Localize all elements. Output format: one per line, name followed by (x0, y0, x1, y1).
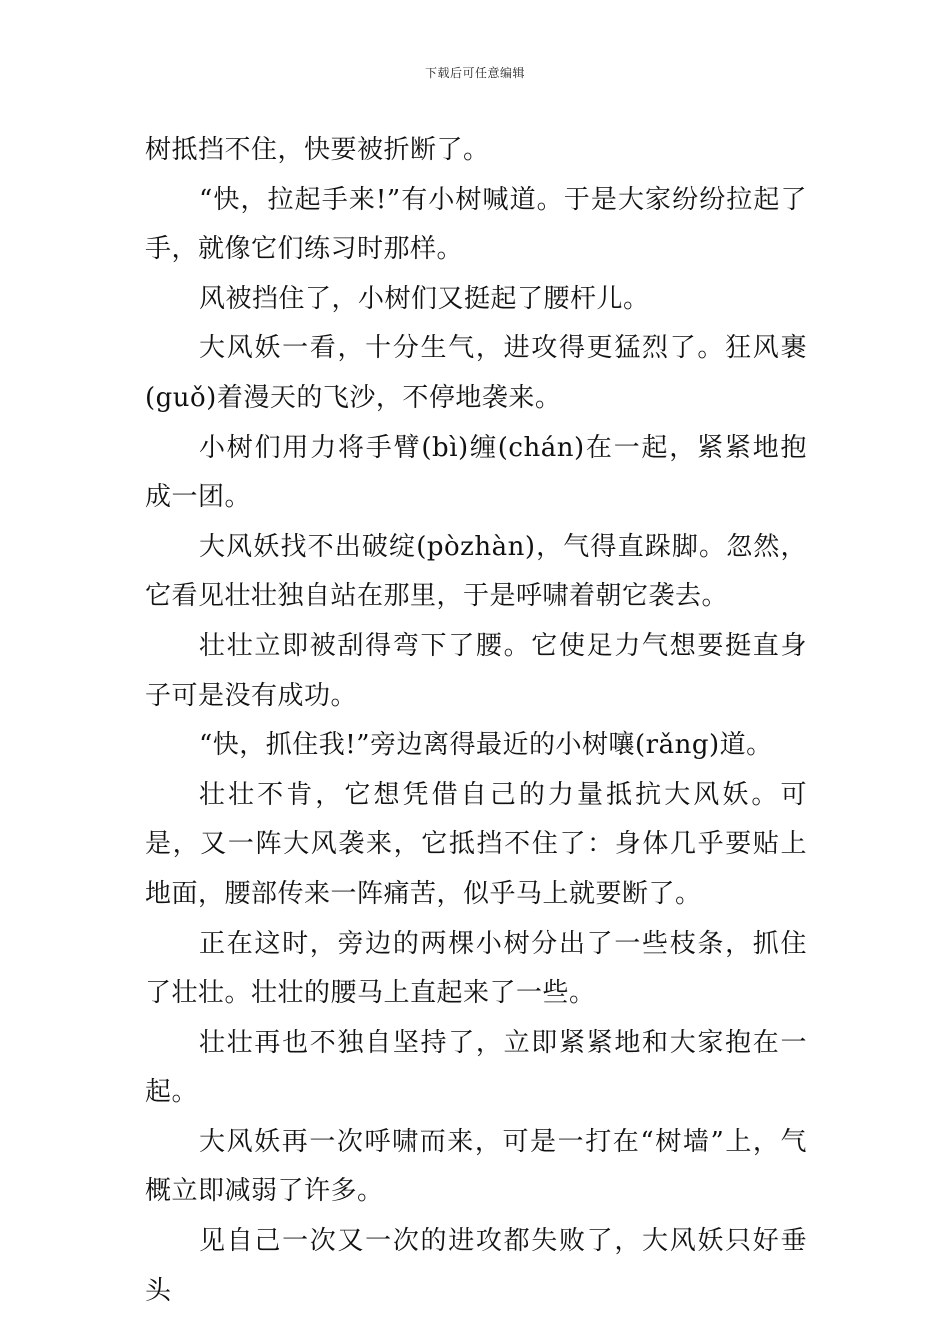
paragraph: 风被挡住了，小树们又挺起了腰杆儿。 (199, 283, 650, 314)
paragraph: 正在这时，旁边的两棵小树分出了一些枝条，抓住了壮壮。壮壮的腰马上直起来了一些。 (145, 928, 807, 1009)
paragraph: 大风妖再一次呼啸而来，可是一打在“树墙”上，气概立即减弱了许多。 (145, 1126, 807, 1207)
paragraph: 小树们用力将手臂(bì)缠(chán)在一起，紧紧地抱成一团。 (145, 432, 807, 513)
paragraph: “快，拉起手来!”有小树喊道。于是大家纷纷拉起了手，就像它们练习时那样。 (145, 184, 807, 265)
paragraph: 见自己一次又一次的进攻都失败了，大风妖只好垂头 (145, 1226, 807, 1306)
page-header: 下载后可任意编辑 (424, 66, 525, 80)
paragraph: 壮壮立即被刮得弯下了腰。它使足力气想要挺直身子可是没有成功。 (145, 630, 807, 711)
paragraph: 大风妖一看，十分生气，进攻得更猛烈了。狂风裹(guǒ)着漫天的飞沙，不停地袭来。 (145, 333, 807, 413)
paragraph: 树抵挡不住，快要被折断了。 (145, 135, 490, 165)
paragraph: “快，抓住我!”旁边离得最近的小树嚷(rǎng)道。 (199, 730, 773, 761)
story-text (145, 126, 807, 1316)
paragraph: 壮壮再也不独自坚持了，立即紧紧地和大家抱在一起。 (145, 1027, 807, 1108)
paragraph: 壮壮不肯，它想凭借自己的力量抵抗大风妖。可是，又一阵大风袭来，它抵挡不住了：身体几乎要贴上地面，腰部传来一阵痛苦，似乎马上就要断了。 (145, 779, 807, 909)
paragraph: 大风妖找不出破绽(pòzhàn)，气得直跺脚。忽然，它看见壮壮独自站在那里，于是呼啸着朝它袭去。 (145, 531, 807, 612)
